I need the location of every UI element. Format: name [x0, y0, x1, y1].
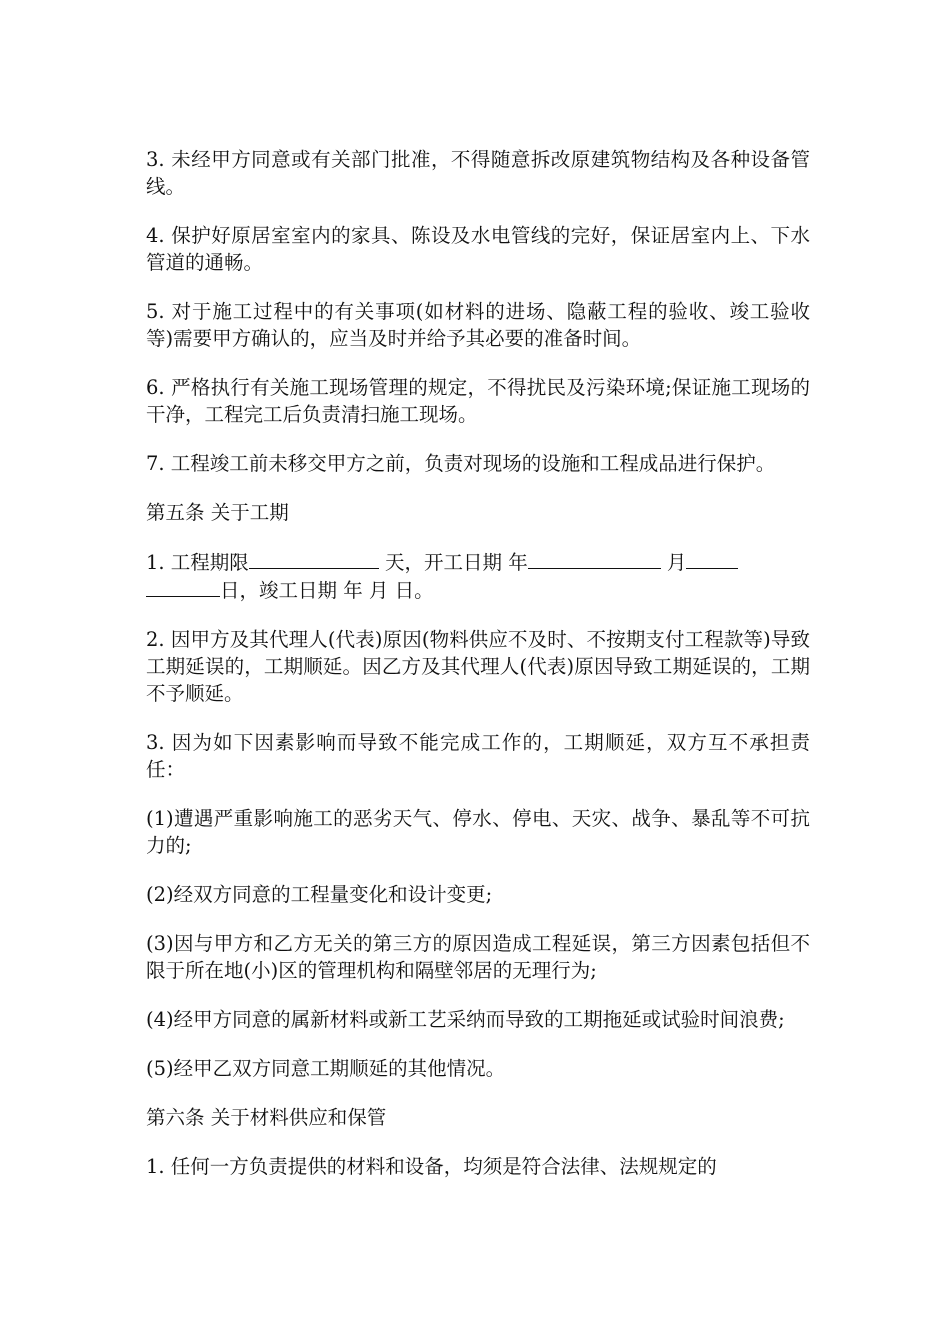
article-6-heading: 第六条 关于材料供应和保管 — [146, 1106, 387, 1129]
list-item: (4)经甲方同意的属新材料或新工艺采纳而导致的工期拖延或试验时间浪费; — [146, 1008, 785, 1031]
clause-text: 天，开工日期 年 — [378, 551, 528, 574]
blank-line — [249, 548, 379, 569]
list-item: (5)经甲乙双方同意工期顺延的其他情况。 — [146, 1057, 506, 1080]
blank-line — [146, 576, 220, 597]
article-6-clause-1: 1. 任何一方负责提供的材料和设备，均须是符合法律、法规规定的 — [146, 1155, 717, 1178]
article-5-clause-2: 2. 因甲方及其代理人(代表)原因(物料供应不及时、不按期支付工程款等)导致工期延误的，工期顺延。因乙方及其代理人(代表)原因导致工期延误的，工期不予顺延。 — [146, 628, 810, 705]
clause-text: 月 — [660, 551, 687, 574]
list-item: (3)因与甲方和乙方无关的第三方的原因造成工程延误，第三方因素包括但不限于所在地(小)区的管理机构和隔壁邻居的无理行为; — [146, 932, 810, 982]
clause-6: 6. 严格执行有关施工现场管理的规定，不得扰民及污染环境;保证施工现场的干净，工程完工后负责清扫施工现场。 — [146, 376, 810, 426]
list-item: (2)经双方同意的工程量变化和设计变更; — [146, 883, 493, 906]
clause-7: 7. 工程竣工前未移交甲方之前，负责对现场的设施和工程成品进行保护。 — [146, 452, 776, 475]
clause-3: 3. 未经甲方同意或有关部门批准，不得随意拆改原建筑物结构及各种设备管线。 — [146, 148, 810, 198]
article-5-clause-3: 3. 因为如下因素影响而导致不能完成工作的，工期顺延，双方互不承担责任： — [146, 731, 810, 781]
blank-line — [528, 548, 661, 569]
list-item: (1)遭遇严重影响施工的恶劣天气、停水、停电、天灾、战争、暴乱等不可抗力的; — [146, 807, 810, 857]
clause-text: 日，竣工日期 年 月 日。 — [220, 579, 434, 602]
clause-4: 4. 保护好原居室室内的家具、陈设及水电管线的完好，保证居室内上、下水管道的通畅。 — [146, 224, 810, 274]
document-page — [146, 146, 810, 1202]
blank-line — [686, 548, 738, 569]
article-5-clause-1 — [146, 548, 810, 604]
article-5-heading: 第五条 关于工期 — [146, 501, 289, 524]
clause-text: 1. 工程期限 — [146, 551, 249, 574]
clause-5: 5. 对于施工过程中的有关事项(如材料的进场、隐蔽工程的验收、竣工验收等)需要甲方确认的，应当及时并给予其必要的准备时间。 — [146, 300, 810, 350]
